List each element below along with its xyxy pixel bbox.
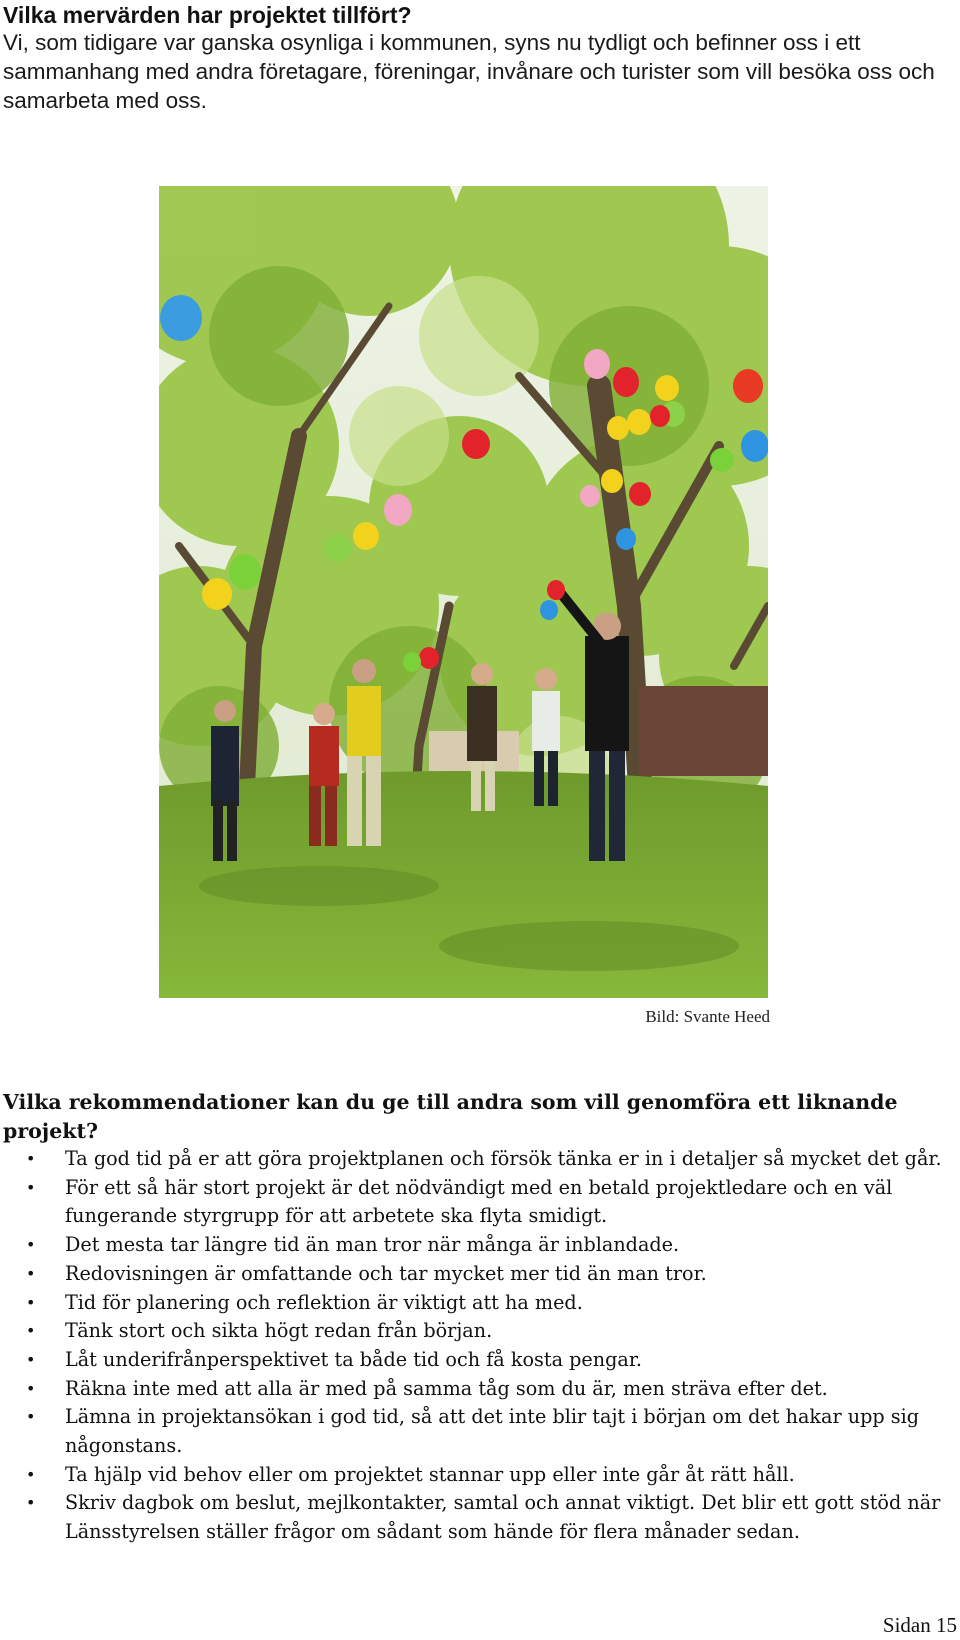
list-item: • Redovisningen är omfattande och tar mycket mer tid än man tror. xyxy=(0,1260,960,1289)
list-item: • Skriv dagbok om beslut, mejlkontakter, samtal och annat viktigt. Det blir ett gott stöd när Länsstyrelsen ställer frågor om sådant som hände för flera månader sedan. xyxy=(26,1491,941,1544)
bullet-icon: • xyxy=(26,1292,36,1312)
bullet-icon: • xyxy=(26,1493,36,1513)
bullet-icon: • xyxy=(26,1407,36,1427)
bullet-icon: • xyxy=(26,1378,36,1398)
bullet-icon: • xyxy=(26,1349,36,1369)
bullet-icon: • xyxy=(26,1149,36,1168)
bullet-icon: • xyxy=(26,1235,36,1255)
photo-caption: Bild: Svante Heed xyxy=(645,1007,770,1026)
list-item: • Det mesta tar längre tid än man tror när många är inblandade. xyxy=(0,1231,960,1260)
bullet-icon: • xyxy=(26,1464,36,1484)
bullet-icon: • xyxy=(26,1177,36,1197)
list-item: • Lämna in projektansökan i god tid, så att det inte blir tajt i början om det hakar upp sig någonstans. xyxy=(26,1405,920,1458)
page-number: Sidan 15 xyxy=(882,1613,957,1637)
list-item: • Tid för planering och reflektion är viktigt att ha med. xyxy=(0,1289,960,1318)
list-item: • Ta god tid på er att göra projektplanen och försök tänka er in i detaljer så mycket det går. xyxy=(0,1145,960,1174)
intro-paragraph: Vi, som tidigare var ganska osynliga i kommunen, syns nu tydligt och befinner oss i ett sammanhang med andra företagare, föreningar, invånare och turister som vill besöka oss och samarbeta med oss. xyxy=(3,30,935,113)
bullet-icon: • xyxy=(26,1263,36,1283)
list-item: • Ta hjälp vid behov eller om projektet stannar upp eller inte går åt rätt håll. xyxy=(0,1461,960,1490)
section-heading-recommendations: Vilka rekommendationer kan du ge till andra som vill genomföra ett liknande projekt? xyxy=(3,1090,898,1143)
list-item: • För ett så här stort projekt är det nödvändigt med en betald projektledare och en väl fungerande styrgrupp för att arbetete ska flyta smidigt. xyxy=(26,1175,893,1228)
list-item: • Låt underifrånperspektivet ta både tid och få kosta pengar. xyxy=(0,1346,960,1375)
section-heading-added-value: Vilka mervärden har projektet tillfört? xyxy=(3,2,412,28)
list-item: • Tänk stort och sikta högt redan från början. xyxy=(0,1317,960,1346)
recommendation-list xyxy=(0,1145,960,1547)
photo-balloons-park xyxy=(159,186,768,998)
list-item: • Räkna inte med att alla är med på samma tåg som du är, men sträva efter det. xyxy=(0,1375,960,1404)
bullet-icon: • xyxy=(26,1321,36,1341)
